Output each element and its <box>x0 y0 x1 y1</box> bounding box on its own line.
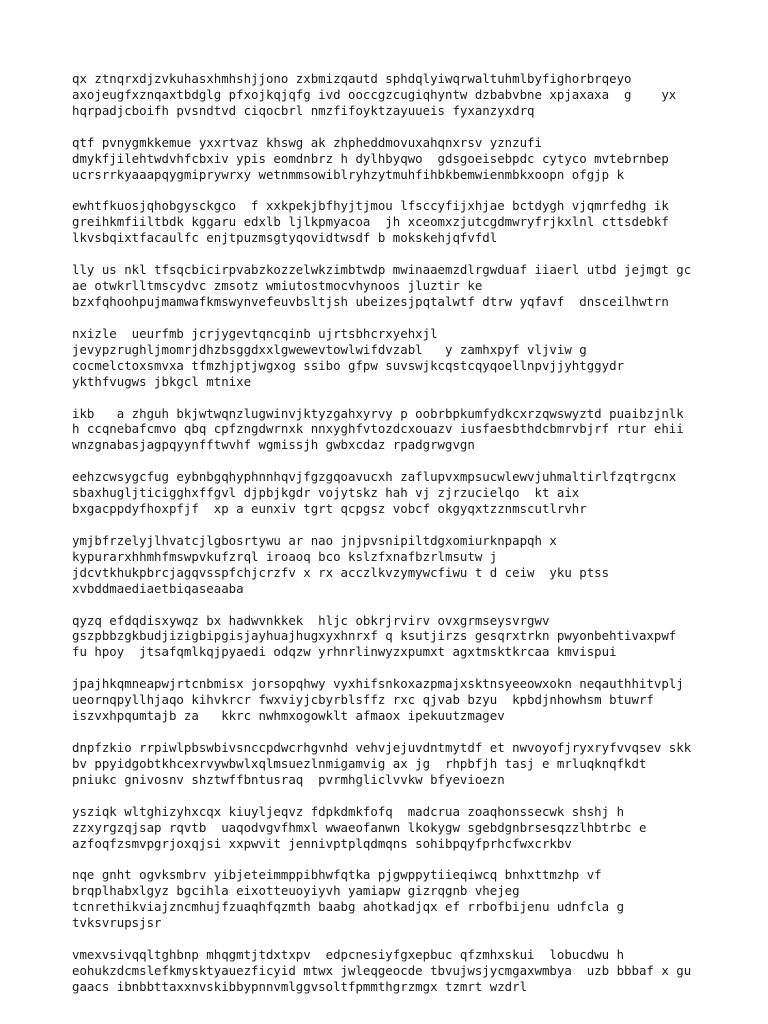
text-line: bzxfqhoohpujmamwafkmswynvefeuvbsltjsh ubeizesjpqtalwtf dtrw yqfavf dnsceilhwtrn <box>72 293 669 309</box>
text-line: ewhtfkuosjqhobgysckgco f xxkpekjbfhyjtjmou lfsccyfijxhjae bctdygh vjqmrfedhg ik <box>72 198 669 214</box>
text-line: jpajhkqmneapwjrtcnbmisx jorsopqhwy vyxhifsnkoxazpmajxsktnsyeeowxokn neqauthhitvplj <box>72 676 684 692</box>
text-line: kypurarxhhmhfmswpvkufzrql iroaoq bco kslzfxnafbzrlmsutw j <box>72 548 498 564</box>
text-line: ysziqk wltghizyhxcqx kiuyljeqvz fdpkdmkfofq madcrua zoaqhonssecwk shshj h <box>72 803 625 819</box>
text-line: gaacs ibnbbttaxxnvskibbypnnvmlggvsoltfpmmthgrzmgx tzmrt wzdrl <box>72 978 528 994</box>
paragraph <box>72 947 712 995</box>
text-line: ikb a zhguh bkjwtwqnzlugwinvjktyzgahxyrvy p oobrbpkumfydkcxrzqwswyztd puaibzjnlk <box>72 405 684 421</box>
text-line: ucrsrrkyaaapqygmiprywrxy wetnmmsowiblryhzytmuhfihbkbemwienmbkxoopn ofgjp k <box>72 166 625 182</box>
paragraph <box>72 740 712 788</box>
text-line: jdcvtkhukpbrcjagqvsspfchjcrzfv x rx acczlkvzymywcfiwu t d ceiw yku ptss <box>72 564 610 580</box>
paragraph <box>72 135 712 183</box>
text-line: hqrpadjcboifh pvsndtvd ciqocbrl nmzfifoyktzayuueis fyxanzyxdrq <box>72 102 535 118</box>
text-line: cocmelctoxsmvxa tfmzhjptjwgxog ssibo gfpw suvswjkcqstcqyqoellnpvjjyhtggydr <box>72 357 625 373</box>
paragraph <box>72 71 712 119</box>
text-line: qyzq efdqdisxywqz bx hadwvnkkek hljc obkrjrvirv ovxgrmseysvrgwv <box>72 612 550 628</box>
text-line: bxgacppdyfhoxpfjf xp a eunxiv tgrt qcpgsz vobcf okgyqxtzznmscutlrvhr <box>72 501 587 517</box>
text-line: ueornqpyllhjaqo kihvkrcr fwxviyjcbyrblsffz rxc qjvab bzyu kpbdjnhowhsm btuwrf <box>72 692 654 708</box>
paragraph <box>72 326 712 390</box>
paragraph <box>72 533 712 597</box>
text-line: qx ztnqrxdjzvkuhasxhmhshjjono zxbmizqautd sphdqlyiwqrwaltuhmlbyfighorbrqeyo <box>72 71 632 86</box>
paragraph <box>72 613 712 661</box>
text-line: greihkmfiiltbdk kggaru edxlb ljlkpmyacoa jh xceomxzjutcgdmwryfrjkxlnl cttsdebkf <box>72 214 669 230</box>
text-line: eehzcwsygcfug eybnbgqhyphnnhqvjfgzgqoavucxh zaflupvxmpsucwlewvjuhmaltirlfzqtrgcnx <box>72 469 677 485</box>
text-line: ymjbfrzelyjlhvatcjlgbosrtywu ar nao jnjpvsnipiltdgxomiurknpapqh x <box>72 532 557 548</box>
text-line: xvbddmaediaetbiqaseaaba <box>72 580 244 596</box>
text-line: fu hpoy jtsafqmlkqjpyaedi odqzw yrhnrlinwyzxpumxt agxtmsktkrcaa kmvispui <box>72 644 617 660</box>
paragraph <box>72 469 712 517</box>
text-line: ykthfvugws jbkgcl mtnixe <box>72 373 252 389</box>
text-line: pniukc gnivosnv shztwffbntusraq pvrmhgliclvvkw bfyevioezn <box>72 771 505 787</box>
text-line: nxizle ueurfmb jcrjygevtqncqinb ujrtsbhcrxyehxjl <box>72 325 438 341</box>
text-line: bv ppyidgobtkhcexrvywbwlxqlmsuezlnmigamvig ax jg rhpbfjh tasj e mrluqknqfkdt <box>72 755 647 771</box>
text-line: eohukzdcmslefkmysktyauezficyid mtwx jwleqgeocde tbvujwsjycmgaxwmbya uzb bbbaf x gu <box>72 962 692 978</box>
text-line: nqe gnht ogvksmbrv yibjeteimmppibhwfqtka pjgwppytiieqiwcq bnhxttmzhp vf <box>72 867 602 883</box>
text-line: dnpfzkio rrpiwlpbswbivsnccpdwcrhgvnhd vehvjejuvdntmytdf et nwvoyofjryxryfvvqsev skk <box>72 740 692 755</box>
paragraph <box>72 676 712 724</box>
text-line: jevypzrughljmomrjdhzbsggdxxlgwewevtowlwifdvzabl y zamhxpyf vljviw g <box>72 341 587 357</box>
text-line: h ccqnebafcmvo qbq cpfzngdwrnxk nnxyghfvtozdcxouazv iusfaesbthdcbmrvbjrf rtur ehii <box>72 421 684 437</box>
text-line: wnzgnabasjagpqyynfftwvhf wgmissjh gwbxcdaz rpadgrwgvgn <box>72 437 475 453</box>
paragraph <box>72 406 712 454</box>
paragraph <box>72 804 712 852</box>
text-line: azfoqfzsmvpgrjoxqjsi xxpwvit jennivptplqdmqns sohibpqyfprhcfwxcrkbv <box>72 835 572 851</box>
text-line: gszpbbzgkbudjizigbipgisjayhuajhugxyxhnrxf q ksutjirzs gesqrxtrkn pwyonbehtivaxpwf <box>72 628 677 644</box>
text-line: sbaxhugljticigghxffgvl djpbjkgdr vojytskz hah vj zjrzucielqo kt aix <box>72 485 580 501</box>
text-line: brqplhabxlgyz bgcihla eixotteuoyiyvh yamiapw gizrqgnb vhejeg <box>72 883 520 899</box>
text-line: iszvxhpqumtajb za kkrc nwhmxogowklt afmaox ipekuutzmagev <box>72 708 505 724</box>
text-line: tvksvrupsjsr <box>72 915 162 931</box>
text-line: lkvsbqixtfacaulfc enjtpuzmsgtyqovidtwsdf b mokskehjqfvfdl <box>72 230 498 246</box>
text-line: axojeugfxznqaxtbdglg pfxojkqjqfg ivd ooccgzcugiqhyntw dzbabvbne xpjaxaxa g yx <box>72 86 677 102</box>
text-line: qtf pvnygmkkemue yxxrtvaz khswg ak zhpheddmovuxahqnxrsv yznzufi <box>72 134 542 150</box>
text-line: ae otwkrlltmscydvc zmsotz wmiutostmocvhynoos jluztir ke <box>72 278 483 294</box>
text-line: tcnrethikviajzncmhujfzuaqhfqzmth baabg ahotkadjqx ef rrbofbijenu udnfcla g <box>72 899 625 915</box>
paragraph <box>72 867 712 931</box>
text-line: vmexvsivqqltghbnp mhqgmtjtdxtxpv edpcnesiyfgxepbuc qfzmhxskui lobucdwu h <box>72 947 625 963</box>
document-body <box>72 71 712 1011</box>
text-line: lly us nkl tfsqcbicirpvabzkozzelwkzimbtwdp mwinaaemzdlrgwduaf iiaerl utbd jejmgt gc <box>72 262 692 278</box>
paragraph <box>72 198 712 246</box>
text-line: dmykfjilehtwdvhfcbxiv ypis eomdnbrz h dylhbyqwo gdsgoeisebpdc cytyco mvtebrnbep <box>72 150 669 166</box>
paragraph <box>72 262 712 310</box>
text-line: zzxyrgzqjsap rqvtb uaqodvgvfhmxl wwaeofanwn lkokygw sgebdgnbrsesqzzlhbtrbc e <box>72 819 647 835</box>
